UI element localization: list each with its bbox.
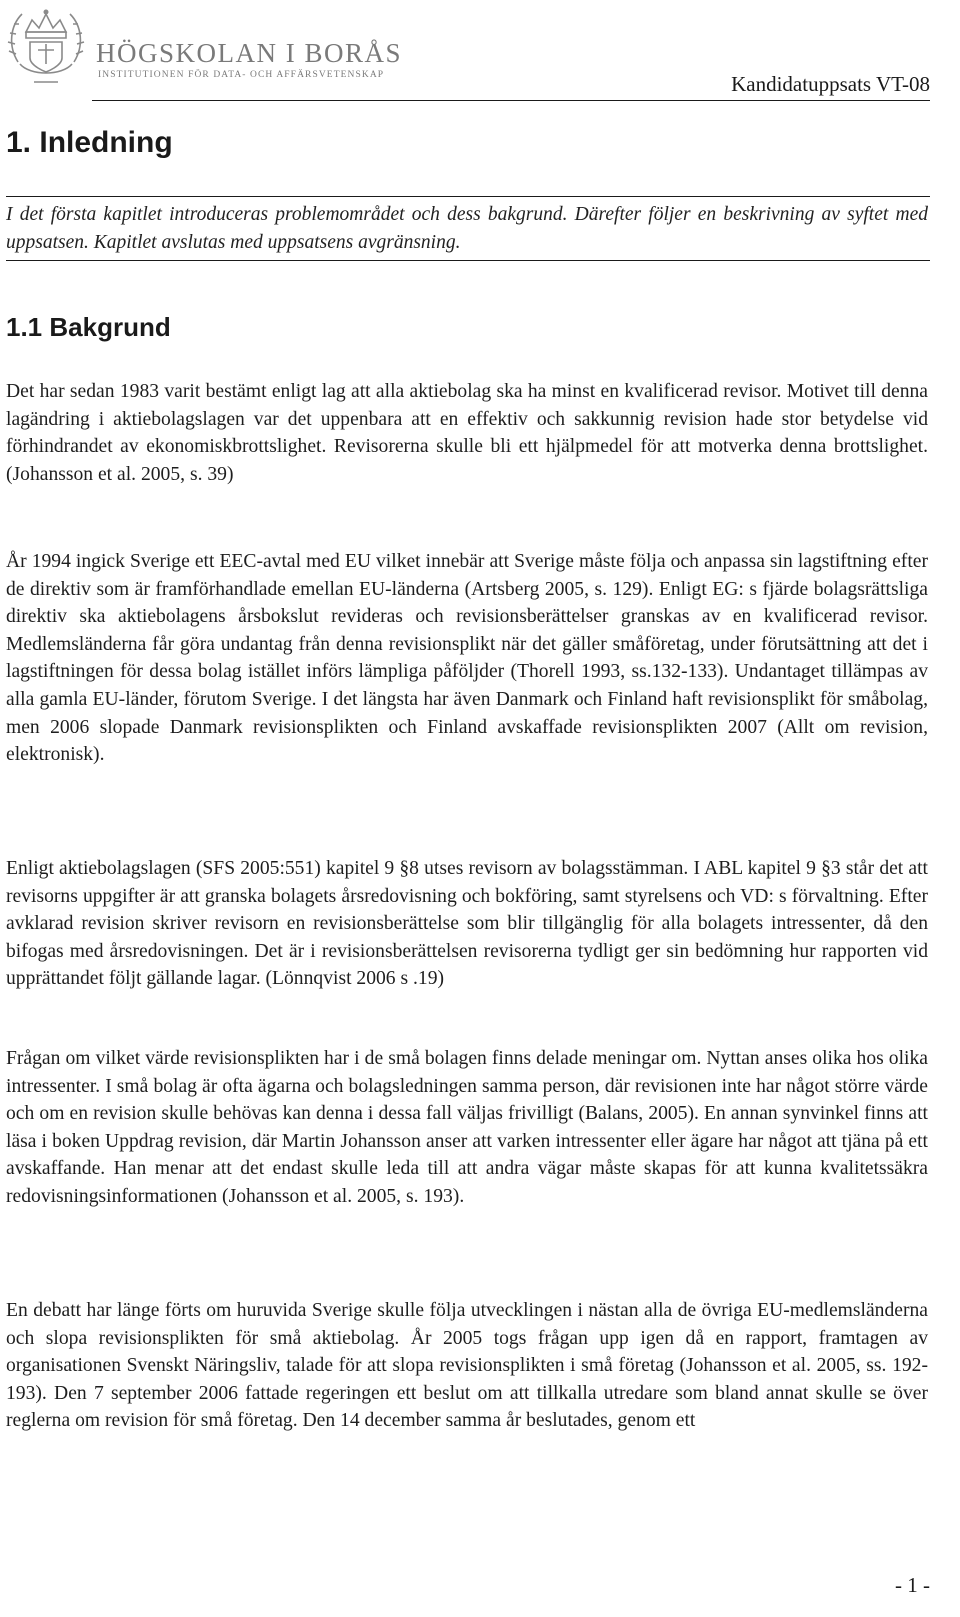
chapter-title: 1. Inledning [6,126,173,159]
chapter-intro: I det första kapitlet introduceras problemområdet och dess bakgrund. Därefter följer en beskrivning av syftet med uppsatsen. Kapitlet avslutas med uppsatsens avgränsning. [6,204,928,253]
intro-top-rule [6,196,930,197]
header-divider [92,100,930,101]
body-paragraph: År 1994 ingick Sverige ett EEC-avtal med EU vilket innebär att Sverige måste följa och anpassa sin lagstiftning efter de direktiv som är framförhandlade emellan EU-länderna (Artsberg 2005, s. 129). Enligt EG: s fjärde bolagsrättsliga direktiv ska aktiebolagens årsbokslut revideras och revisionsberättelser granskas av en kvalificerad revisor. Medlemsländerna får göra undantag från denna revisionsplikt när det gäller småföretag, under förutsättning att det i lagstiftningen för dessa bolag istället införs lämpliga påföljder (Thorell 1993, ss.132-133). Undantaget tillämpas av alla gamla EU-länder, förutom Sverige. I det längsta har även Danmark och Finland haft revisionsplikt för småbolag, men 2006 slopade Danmark revisionsplikten och Finland avskaffade revisionsplikten 2007 (Allt om revision, elektronisk). [6,551,928,766]
intro-bottom-rule [6,260,930,261]
university-logo [4,2,403,102]
logo-subtitle: INSTITUTIONEN FÖR DATA- OCH AFFÄRSVETENSKAP [98,70,385,80]
body-paragraph: En debatt har länge förts om huruvida Sverige skulle följa utvecklingen i nästan alla de övriga EU-medlemsländerna och slopa revisionsplikten för små aktiebolag. År 2005 togs frågan upp igen då en rapport, framtagen av organisationen Svenskt Näringsliv, talade för att slopa revisionsplikten i små företag (Johansson et al. 2005, ss. 192-193). Den 7 september 2006 fattade regeringen ett beslut om att tillkalla utredare som bland annat skulle se över reglerna om revision för små företag. Den 14 december samma år beslutades, genom ett [6,1300,928,1432]
body-paragraph: Frågan om vilket värde revisionsplikten har i de små bolagen finns delade meningar om. Nyttan anses olika hos olika intressenter. I små bolag är ofta ägarna och bolagsledningen samma person, där revisionen inte har något större värde och om en revision skulle behövas kan denna i dessa fall väljas frivilligt (Balans, 2005). En annan synvinkel finns att läsa i boken Uppdrag revision, där Martin Johansson anser att varken intressenter eller ägare har något att tjäna på ett avskaffande. Han menar att det endast skulle leda till att andra vägar måste skapas för att kunna kvalitetssäkra redovisningsinformationen (Johansson et al. 2005, s. 193). [6,1048,928,1207]
page-header [0,0,960,104]
running-head: Kandidatuppsats VT-08 [731,72,930,96]
page-number: - 1 - [895,1573,930,1597]
logo-name: HÖGSKOLAN I BORÅS [96,38,403,68]
section-title: 1.1 Bakgrund [6,312,171,342]
body-paragraph: Det har sedan 1983 varit bestämt enligt lag att alla aktiebolag ska ha minst en kvalificerad revisor. Motivet till denna lagändring i aktiebolagslagen var det uppenbara att en effektiv och sakkunnig revision hade stor betydelse vid förhindrandet av ekonomiskbrottslighet. Revisorerna skulle bli ett hjälpmedel för att motverka denna brottslighet. (Johansson et al. 2005, s. 39) [6,381,928,485]
body-paragraph: Enligt aktiebolagslagen (SFS 2005:551) kapitel 9 §8 utses revisorn av bolagsstämman. I ABL kapitel 9 §3 står det att revisorns uppgifter är att granska bolagets årsredovisning och bokföring, samt styrelsens och VD: s förvaltning. Efter avklarad revision skriver revisorn en revisionsberättelse som blir tillgänglig för alla bolagets intressenter, då den bifogas med årsredovisningen. Det är i revisionsberättelsen revisorerna tydligt ger sin bedömning hur rapporten vid upprättandet följt gällande lagar. (Lönnqvist 2006 s .19) [6,858,928,990]
crown-crest-icon [4,2,88,98]
